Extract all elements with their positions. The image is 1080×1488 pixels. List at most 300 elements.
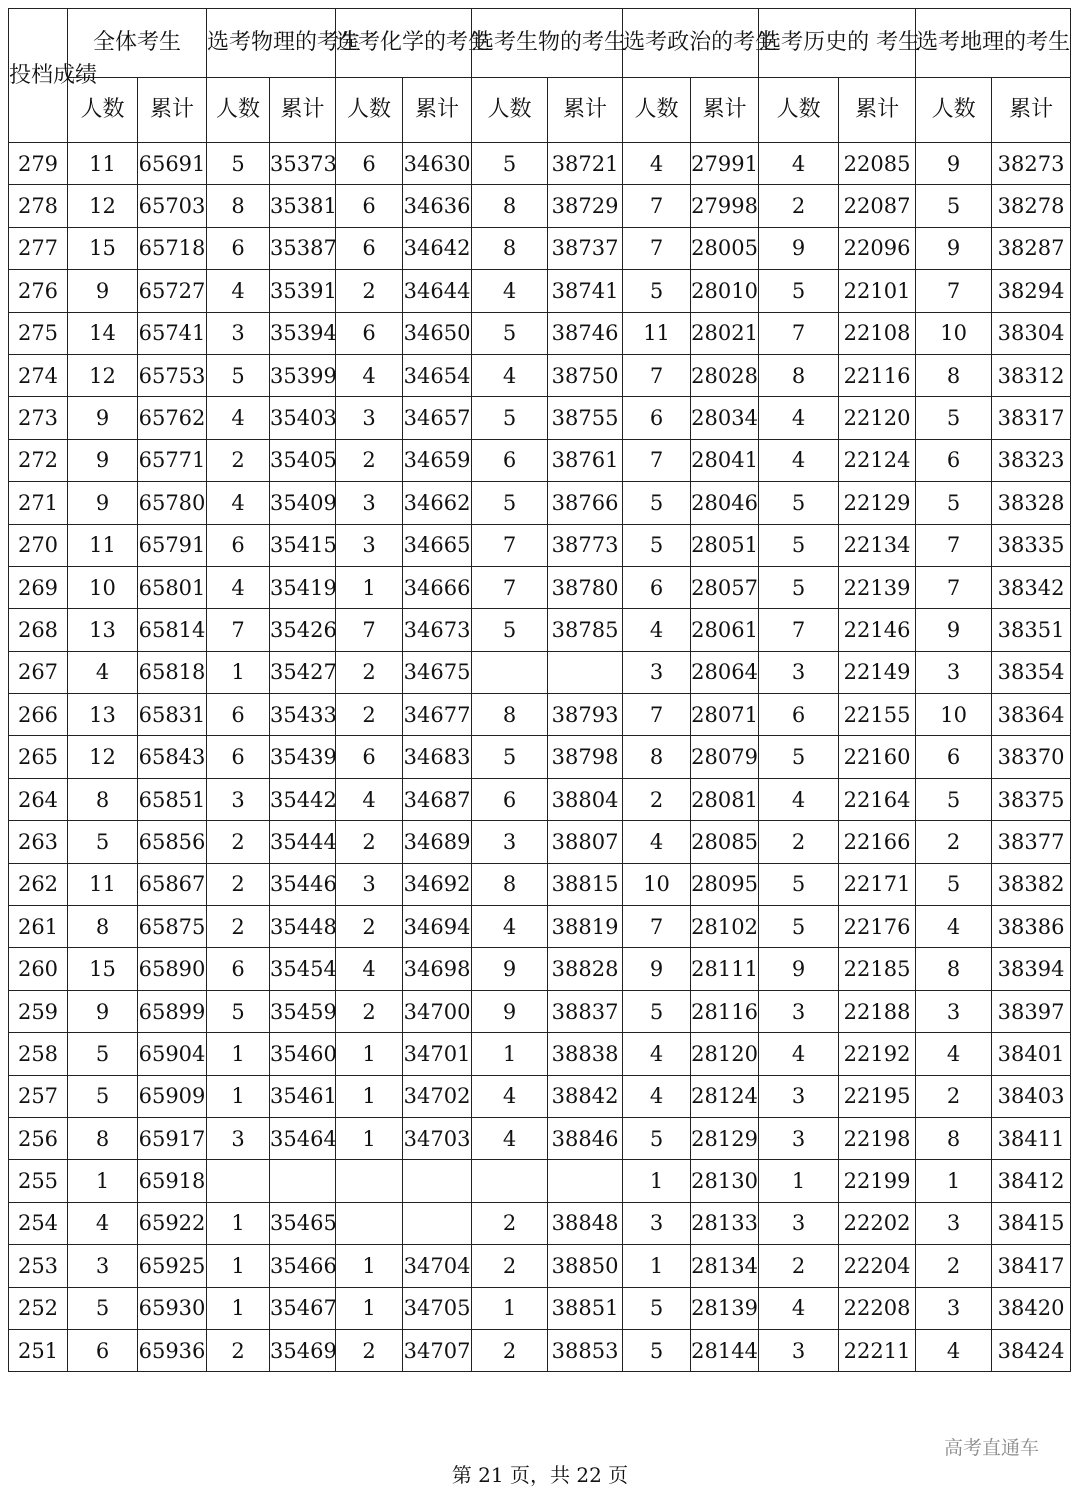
count-cell: 2 [336,270,403,312]
table-row [9,397,1071,439]
count-cell: 8 [472,227,548,269]
count-cell: 5 [759,863,839,905]
cumulative-cell: 22101 [839,270,916,312]
count-cell: 4 [207,397,270,439]
count-cell: 2 [207,439,270,481]
count-cell: 8 [916,354,992,396]
count-cell: 4 [207,482,270,524]
cumulative-cell: 28064 [691,651,759,693]
cumulative-cell: 35387 [270,227,336,269]
count-cell: 3 [336,524,403,566]
count-cell: 14 [68,312,138,354]
count-cell: 5 [916,482,992,524]
cumulative-cell: 34675 [403,651,472,693]
count-cell: 6 [623,397,691,439]
cumulative-cell: 65762 [138,397,207,439]
count-cell: 10 [916,312,992,354]
cumulative-cell: 22149 [839,651,916,693]
cumulative-cell: 38793 [548,694,623,736]
count-cell: 2 [623,778,691,820]
cumulative-cell: 28144 [691,1329,759,1371]
count-cell: 9 [68,482,138,524]
cumulative-cell: 34657 [403,397,472,439]
cumulative-cell: 38370 [992,736,1071,778]
count-cell: 2 [916,1245,992,1287]
count-cell: 4 [759,143,839,185]
cumulative-cell: 38420 [992,1287,1071,1329]
cumulative-cell: 35415 [270,524,336,566]
cumulative-cell: 38741 [548,270,623,312]
cumulative-cell: 22120 [839,397,916,439]
count-cell: 2 [916,1075,992,1117]
cumulative-cell: 34659 [403,439,472,481]
score-column-header: 投档成绩 [9,9,68,143]
cumulative-cell: 28134 [691,1245,759,1287]
cumulative-cell: 34700 [403,990,472,1032]
count-cell: 10 [916,694,992,736]
cumulative-cell: 38766 [548,482,623,524]
cumulative-cell: 22146 [839,609,916,651]
cumulative-cell: 38375 [992,778,1071,820]
group-header-politics: 选考政治的考生 [623,9,759,78]
table-row [9,821,1071,863]
count-cell: 5 [759,524,839,566]
count-cell: 8 [68,778,138,820]
cumulative-cell: 38819 [548,906,623,948]
count-cell: 2 [759,185,839,227]
count-cell: 3 [68,1245,138,1287]
cumulative-cell: 34683 [403,736,472,778]
cumulative-cell: 38848 [548,1202,623,1244]
count-cell: 5 [472,736,548,778]
count-cell: 3 [759,1202,839,1244]
count-cell: 5 [472,143,548,185]
cumulative-cell: 38729 [548,185,623,227]
count-cell: 2 [207,821,270,863]
table-row [9,694,1071,736]
cumulative-cell: 35467 [270,1287,336,1329]
cumulative-cell: 38364 [992,694,1071,736]
cumulative-cell: 22166 [839,821,916,863]
count-cell: 6 [336,185,403,227]
count-cell: 11 [623,312,691,354]
cumulative-cell: 38304 [992,312,1071,354]
count-cell: 5 [207,990,270,1032]
cumulative-cell: 65936 [138,1329,207,1371]
count-cell: 4 [472,270,548,312]
cumulative-cell: 22192 [839,1033,916,1075]
count-cell: 5 [623,482,691,524]
score-cell: 279 [9,143,68,185]
count-cell: 1 [336,566,403,608]
count-cell: 4 [759,778,839,820]
count-cell: 8 [916,1117,992,1159]
count-header: 人数 [336,78,403,143]
score-cell: 251 [9,1329,68,1371]
cumulative-cell: 34650 [403,312,472,354]
count-cell: 3 [336,397,403,439]
score-cell: 273 [9,397,68,439]
count-cell: 6 [207,736,270,778]
count-header: 人数 [759,78,839,143]
count-cell: 5 [623,990,691,1032]
table-row [9,990,1071,1032]
cumulative-cell: 38273 [992,143,1071,185]
cumulative-cell: 22085 [839,143,916,185]
count-cell: 7 [207,609,270,651]
count-cell: 5 [916,863,992,905]
cumulative-cell: 38424 [992,1329,1071,1371]
cumulative-cell: 28111 [691,948,759,990]
cumulative-cell: 28129 [691,1117,759,1159]
count-header: 人数 [207,78,270,143]
score-cell: 260 [9,948,68,990]
cumulative-cell: 28046 [691,482,759,524]
count-cell: 6 [207,948,270,990]
cumulative-cell: 38278 [992,185,1071,227]
cumulative-cell: 34689 [403,821,472,863]
cumulative-cell [548,651,623,693]
count-cell: 2 [336,651,403,693]
count-cell: 5 [472,609,548,651]
count-cell: 4 [916,906,992,948]
count-cell: 1 [472,1033,548,1075]
count-cell: 2 [207,1329,270,1371]
count-cell: 2 [336,694,403,736]
cumulative-cell: 65818 [138,651,207,693]
count-cell: 5 [207,354,270,396]
count-header: 人数 [916,78,992,143]
cumulative-cell: 22155 [839,694,916,736]
table-row [9,1287,1071,1329]
count-cell: 7 [472,566,548,608]
cumulative-cell: 35399 [270,354,336,396]
cumulative-cell: 38317 [992,397,1071,439]
cumulative-cell: 34687 [403,778,472,820]
cumulative-cell: 22108 [839,312,916,354]
count-cell: 7 [472,524,548,566]
count-cell [207,1160,270,1202]
table-row [9,1117,1071,1159]
count-cell: 4 [68,651,138,693]
count-cell: 5 [68,1075,138,1117]
group-header-all: 全体考生 [68,9,207,78]
cumulative-cell: 38411 [992,1117,1071,1159]
cumulative-cell: 65703 [138,185,207,227]
cumulative-cell: 34705 [403,1287,472,1329]
score-cell: 278 [9,185,68,227]
cumulative-cell: 38853 [548,1329,623,1371]
count-cell: 8 [207,185,270,227]
count-cell: 2 [336,906,403,948]
count-cell: 1 [336,1075,403,1117]
count-cell: 4 [472,1117,548,1159]
cumulative-cell: 65780 [138,482,207,524]
cumulative-cell: 34694 [403,906,472,948]
count-cell: 4 [207,270,270,312]
cumulative-cell: 35444 [270,821,336,863]
table-row [9,524,1071,566]
cumulative-cell: 28010 [691,270,759,312]
cumulative-cell: 28085 [691,821,759,863]
count-cell: 4 [759,1033,839,1075]
cumulative-cell: 38335 [992,524,1071,566]
score-cell: 257 [9,1075,68,1117]
count-cell: 2 [336,821,403,863]
count-cell: 1 [336,1287,403,1329]
cumulative-header: 累计 [548,78,623,143]
count-cell: 4 [623,1033,691,1075]
count-cell: 4 [336,948,403,990]
count-cell: 5 [472,397,548,439]
count-cell: 1 [207,1075,270,1117]
table-row [9,143,1071,185]
cumulative-cell: 38850 [548,1245,623,1287]
count-cell: 5 [207,143,270,185]
count-cell: 7 [759,609,839,651]
cumulative-cell: 22188 [839,990,916,1032]
count-cell: 1 [336,1245,403,1287]
count-cell: 4 [623,609,691,651]
cumulative-cell: 22185 [839,948,916,990]
cumulative-cell: 35409 [270,482,336,524]
cumulative-cell: 34704 [403,1245,472,1287]
cumulative-cell: 34662 [403,482,472,524]
score-cell: 253 [9,1245,68,1287]
cumulative-cell: 35442 [270,778,336,820]
count-cell: 9 [916,143,992,185]
cumulative-cell: 35405 [270,439,336,481]
count-cell: 4 [623,821,691,863]
count-cell: 1 [623,1245,691,1287]
count-cell: 7 [916,566,992,608]
count-cell: 3 [207,778,270,820]
table-body [9,143,1071,1372]
count-cell: 9 [472,990,548,1032]
group-header-geography: 选考地理的考生 [916,9,1071,78]
cumulative-cell: 27991 [691,143,759,185]
count-cell: 5 [623,1287,691,1329]
table-row [9,1033,1071,1075]
cumulative-cell: 35426 [270,609,336,651]
cumulative-cell: 38737 [548,227,623,269]
count-cell: 2 [336,1329,403,1371]
count-cell: 7 [916,270,992,312]
cumulative-cell: 34644 [403,270,472,312]
cumulative-cell: 65930 [138,1287,207,1329]
count-cell: 5 [759,566,839,608]
cumulative-cell: 22096 [839,227,916,269]
score-cell: 272 [9,439,68,481]
cumulative-cell: 22171 [839,863,916,905]
cumulative-cell: 38294 [992,270,1071,312]
count-cell: 1 [207,1202,270,1244]
count-cell: 6 [336,143,403,185]
count-cell: 9 [759,227,839,269]
count-cell: 3 [759,1329,839,1371]
cumulative-header: 累计 [270,78,336,143]
count-cell: 5 [68,1033,138,1075]
count-cell: 15 [68,948,138,990]
cumulative-cell: 34701 [403,1033,472,1075]
score-cell: 267 [9,651,68,693]
cumulative-cell: 22124 [839,439,916,481]
cumulative-cell: 38412 [992,1160,1071,1202]
cumulative-cell: 38761 [548,439,623,481]
cumulative-cell: 65904 [138,1033,207,1075]
cumulative-cell: 38846 [548,1117,623,1159]
count-cell: 5 [68,821,138,863]
cumulative-cell: 28102 [691,906,759,948]
cumulative-cell: 65691 [138,143,207,185]
score-cell: 270 [9,524,68,566]
cumulative-cell: 35469 [270,1329,336,1371]
score-cell: 277 [9,227,68,269]
cumulative-cell: 38750 [548,354,623,396]
cumulative-cell [548,1160,623,1202]
count-cell: 5 [759,906,839,948]
cumulative-cell: 38417 [992,1245,1071,1287]
score-cell: 269 [9,566,68,608]
cumulative-cell: 28133 [691,1202,759,1244]
count-cell: 5 [472,312,548,354]
count-cell: 3 [336,482,403,524]
cumulative-cell: 38328 [992,482,1071,524]
count-cell: 12 [68,185,138,227]
count-header: 人数 [68,78,138,143]
count-cell: 1 [207,651,270,693]
cumulative-cell: 65890 [138,948,207,990]
count-cell: 11 [68,524,138,566]
count-cell: 2 [336,990,403,1032]
count-cell: 7 [623,694,691,736]
cumulative-cell: 35381 [270,185,336,227]
cumulative-cell: 22134 [839,524,916,566]
count-cell: 1 [207,1245,270,1287]
count-cell: 9 [623,948,691,990]
score-cell: 274 [9,354,68,396]
cumulative-cell: 34707 [403,1329,472,1371]
cumulative-cell: 22211 [839,1329,916,1371]
cumulative-cell: 22204 [839,1245,916,1287]
cumulative-cell: 38837 [548,990,623,1032]
count-cell: 5 [68,1287,138,1329]
table-row [9,906,1071,948]
count-cell: 9 [916,227,992,269]
count-header: 人数 [623,78,691,143]
cumulative-cell: 38721 [548,143,623,185]
cumulative-header: 累计 [992,78,1071,143]
cumulative-cell: 35466 [270,1245,336,1287]
count-cell: 2 [336,439,403,481]
count-cell: 6 [207,694,270,736]
cumulative-cell: 38323 [992,439,1071,481]
cumulative-cell: 35465 [270,1202,336,1244]
cumulative-header: 累计 [839,78,916,143]
cumulative-cell: 65899 [138,990,207,1032]
cumulative-cell: 34630 [403,143,472,185]
cumulative-cell: 38780 [548,566,623,608]
table-row [9,566,1071,608]
count-cell: 3 [336,863,403,905]
watermark-text: 高考直通车 [944,1437,1040,1459]
cumulative-cell: 34654 [403,354,472,396]
cumulative-cell: 65727 [138,270,207,312]
cumulative-cell: 22208 [839,1287,916,1329]
table-row [9,227,1071,269]
count-cell: 7 [623,227,691,269]
cumulative-cell: 38312 [992,354,1071,396]
cumulative-cell: 38807 [548,821,623,863]
cumulative-cell: 22160 [839,736,916,778]
cumulative-cell: 34703 [403,1117,472,1159]
table-header [9,9,1071,143]
count-cell: 4 [68,1202,138,1244]
cumulative-cell: 65801 [138,566,207,608]
cumulative-header: 累计 [691,78,759,143]
count-cell: 6 [472,439,548,481]
cumulative-cell: 35460 [270,1033,336,1075]
cumulative-cell: 38798 [548,736,623,778]
cumulative-cell: 65741 [138,312,207,354]
cumulative-cell: 65918 [138,1160,207,1202]
count-cell: 7 [623,906,691,948]
count-cell: 4 [916,1329,992,1371]
cumulative-cell: 22087 [839,185,916,227]
cumulative-cell: 38342 [992,566,1071,608]
score-cell: 261 [9,906,68,948]
table-row [9,439,1071,481]
count-cell: 2 [207,863,270,905]
table-row [9,482,1071,524]
count-cell: 6 [916,439,992,481]
cumulative-cell: 22164 [839,778,916,820]
count-cell: 8 [472,863,548,905]
count-cell: 6 [68,1329,138,1371]
score-cell: 271 [9,482,68,524]
cumulative-cell: 65771 [138,439,207,481]
cumulative-cell: 38773 [548,524,623,566]
count-cell: 15 [68,227,138,269]
cumulative-cell: 35439 [270,736,336,778]
count-cell: 6 [472,778,548,820]
table-row [9,651,1071,693]
count-cell: 5 [623,1117,691,1159]
count-cell: 6 [207,227,270,269]
count-cell: 5 [916,778,992,820]
cumulative-cell: 34698 [403,948,472,990]
count-cell: 6 [336,312,403,354]
score-cell: 263 [9,821,68,863]
count-cell: 2 [472,1245,548,1287]
score-cell: 259 [9,990,68,1032]
count-cell: 5 [623,270,691,312]
count-cell: 10 [68,566,138,608]
count-cell: 10 [623,863,691,905]
count-cell: 5 [759,270,839,312]
score-cell: 264 [9,778,68,820]
cumulative-cell: 28057 [691,566,759,608]
count-cell [472,651,548,693]
score-cell: 255 [9,1160,68,1202]
count-cell: 1 [623,1160,691,1202]
cumulative-cell: 28130 [691,1160,759,1202]
count-cell: 8 [68,906,138,948]
cumulative-cell: 65791 [138,524,207,566]
cumulative-cell: 38397 [992,990,1071,1032]
count-cell: 5 [759,482,839,524]
cumulative-cell: 28028 [691,354,759,396]
